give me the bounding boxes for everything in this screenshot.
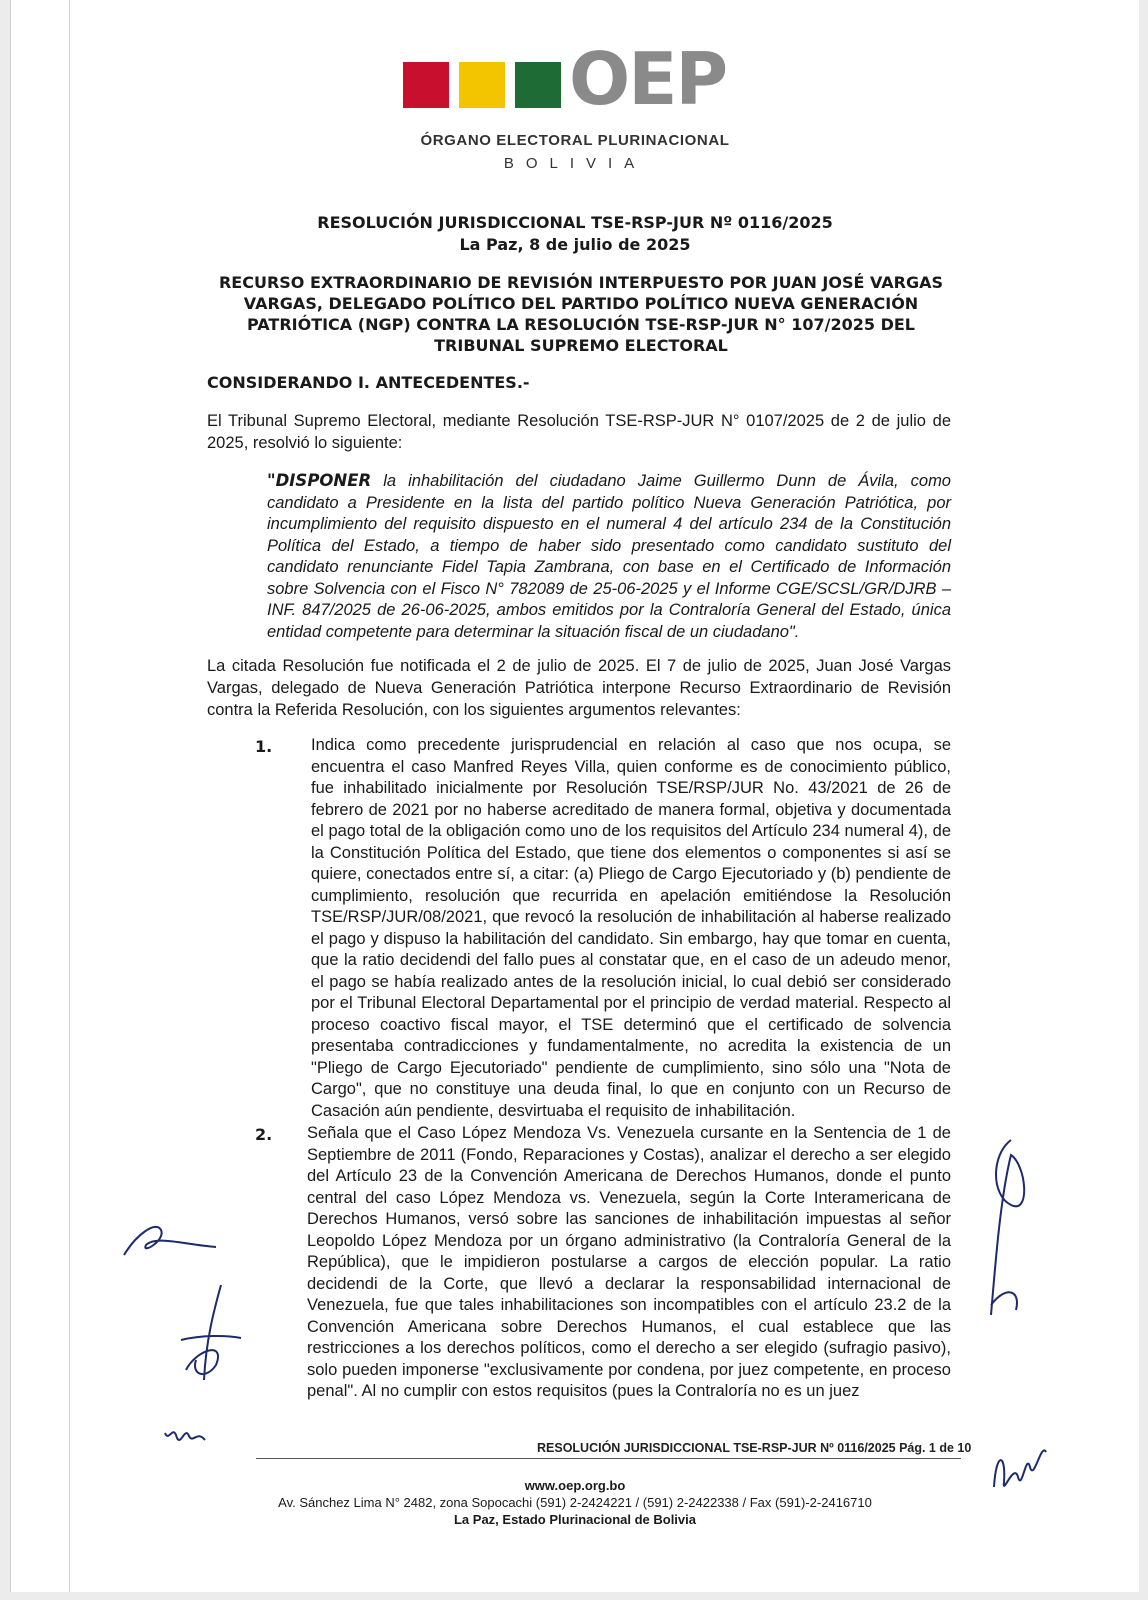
- resolution-number: RESOLUCIÓN JURISDICCIONAL TSE-RSP-JUR Nº 0116/2025: [317, 213, 833, 232]
- quote-body: la inhabilitación del ciudadano Jaime Guillermo Dunn de Ávila, como candidato a Presidente en la lista del partido político Nueva Generación Patriótica, por incumplimiento del requisito dispuesto en el numeral 4 del artículo 234 de la Constitución Política del Estado, a tiempo de haber sido presentado como candidato sustituto del candidato renunciante Fidel Tapia Zambrana, con base en el Certificado de Información sobre Solvencia con el Fisco N° 782089 de 25-06-2025 y el Informe CGE/SCSL/GR/DJRB –INF. 847/2025 de 26-06-2025, ambos emitidos por la Contraloría General del Estado, única entidad competente para determinar la situación fiscal de un ciudadano".: [267, 472, 951, 641]
- org-name: ÓRGANO ELECTORAL PLURINACIONAL: [420, 132, 730, 149]
- logo-red-square: [403, 62, 449, 108]
- handwritten-initial: [176, 1280, 246, 1390]
- notification-paragraph: La citada Resolución fue notificada el 2 de julio de 2025. El 7 de julio de 2025, Juan José Vargas Vargas, delegado de Nueva Generación Patriótica interpone Recurso Extraordinario de Revisión contra la Referida Resolución, con los siguientes argumentos relevantes:: [207, 657, 951, 719]
- handwritten-signature-left: [116, 1215, 226, 1265]
- document-page: [10, 0, 1139, 1592]
- resolution-place-date: La Paz, 8 de julio de 2025: [459, 235, 691, 254]
- quote-lead: "DISPONER: [267, 471, 372, 490]
- recurso-title: RECURSO EXTRAORDINARIO DE REVISIÓN INTERPUESTO POR JUAN JOSÉ VARGAS VARGAS, DELEGADO POLÍTICO DEL PARTIDO POLÍTICO NUEVA GENERACIÓN PATRIÓTICA (NGP) CONTRA LA RESOLUCIÓN TSE-RSP-JUR N° 107/2025 DEL TRIBUNAL SUPREMO ELECTORAL: [218, 273, 944, 355]
- footer-reference: RESOLUCIÓN JURISDICCIONAL TSE-RSP-JUR Nº 0116/2025 Pág. 1 de 10: [537, 1441, 972, 1455]
- item-text: Señala que el Caso López Mendoza Vs. Venezuela cursante en la Sentencia de 1 de Septiembre de 2011 (Fondo, Reparaciones y Costas), analizar el derecho a ser elegido del Artículo 23 de la Convención Americana de Derechos Humanos, donde el punto central del caso López Mendoza vs. Venezuela, según la Corte Interamericana de Derechos Humanos, versó sobre las sanciones de inhabilitación impuestas al señor Leopoldo López Mendoza por un órgano administrativo (la Contraloría General de la República), que le impidieron postularse a cargos de elección popular. La ratio decidendi de la Corte, que llevó a declarar la responsabilidad internacional de Venezuela, fue que tales inhabilitaciones son incompatibles con el artículo 23.2 de la Convención Americana sobre Derechos Humanos, el cual establece que las restricciones a los derechos políticos, como el derecho a ser elegido (sufragio pasivo), solo pueden imponerse "exclusivamente por condena, por juez competente, en proceso penal". Al no cumplir con estos requisitos (pues la Contraloría no es un juez: [307, 1124, 951, 1400]
- footer-website[interactable]: www.oep.org.bo: [524, 1478, 626, 1493]
- footer-address: Av. Sánchez Lima N° 2482, zona Sopocachi (591) 2-2424221 / (591) 2-2422338 / Fax (591)-2-2416710: [278, 1495, 872, 1510]
- item-number: 2.: [255, 1125, 273, 1144]
- resolution-header: [11, 212, 1139, 256]
- resolution-quote: [267, 470, 951, 643]
- logo-yellow-square: [459, 62, 505, 108]
- intro-paragraph: El Tribunal Supremo Electoral, mediante Resolución TSE-RSP-JUR N° 0107/2025 de 2 de julio de 2025, resolvió lo siguiente:: [207, 412, 951, 452]
- oep-logo: [403, 37, 727, 121]
- logo-text: OEP: [569, 37, 727, 121]
- item-number: 1.: [255, 737, 273, 756]
- considerando-heading: CONSIDERANDO I. ANTECEDENTES.-: [207, 373, 530, 392]
- footer-divider: [256, 1458, 961, 1459]
- footer-city: La Paz, Estado Plurinacional de Bolivia: [453, 1512, 696, 1527]
- country-name: BOLIVIA: [503, 155, 647, 172]
- handwritten-mark: [161, 1418, 211, 1448]
- logo-green-square: [515, 62, 561, 108]
- handwritten-signature-right: [981, 1135, 1041, 1325]
- item-text: Indica como precedente jurisprudencial en relación al caso que nos ocupa, se encuentra el caso Manfred Reyes Villa, quien conforme es de conocimiento público, fue inhabilitado inicialmente por Resolución TSE/RSP/JUR No. 43/2021 de 26 de febrero de 2021 por no haberse acreditado de manera formal, objetiva y documentada el pago total de la obligación como uno de los requisitos del Artículo 234 numeral 4), de la Constitución Política del Estado, que tiene dos elementos o componentes si así se quiere, conectados entre sí, a citar: (a) Pliego de Cargo Ejecutoriado y (b) pendiente de cumplimiento, resolución que recurrida en apelación emitiéndose la Resolución TSE/RSP/JUR/08/2021, que revocó la resolución de inhabilitación al haberse realizado el pago y dispuso la habilitación del candidato. Sin embargo, hay que tomar en cuenta, que la ratio decidendi del fallo pues al constatar que, en el caso de un adeudo menor, el pago se había realizado antes de la resolución inicial, lo cual debió ser considerado por el Tribunal Electoral Departamental por el principio de verdad material. Respecto al proceso coactivo fiscal mayor, el TSE determinó que el certificado de solvencia presentaba contradicciones y fundamentalmente, no acredita la existencia de un "Pliego de Cargo Ejecutoriado" pendiente de cumplimiento, sino sólo una "Nota de Cargo", que no constituye una deuda final, lo que en conjunto con un Recurso de Casación aún pendiente, desvirtuaba el requisito de inhabilitación.: [311, 736, 951, 1120]
